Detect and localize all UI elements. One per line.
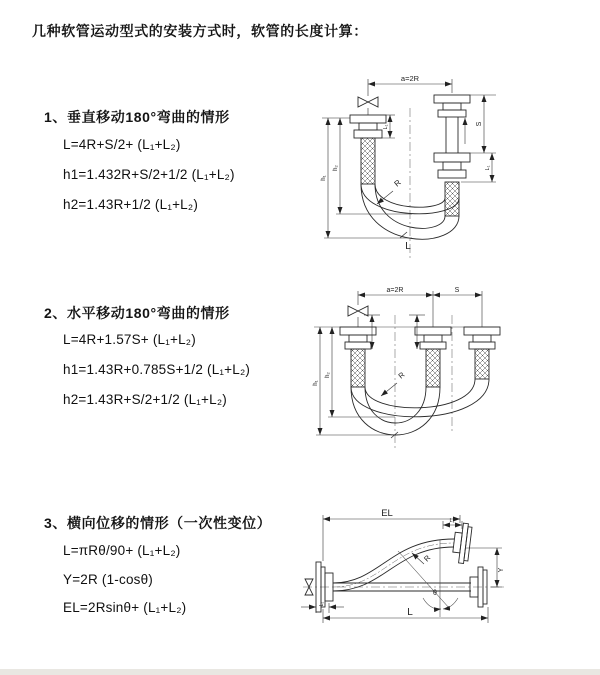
hose-curves <box>351 379 489 435</box>
dim-label-l: L <box>407 607 413 618</box>
dim-label-y: Y <box>498 567 505 573</box>
dim-label-h2: h₂ <box>325 372 331 378</box>
dim-label-h1: h₁ <box>313 380 319 386</box>
section-1-formula-h1: h1=1.432R+S/2+1/2 (L₁+L₂) <box>63 167 235 182</box>
section-1-heading: 1、垂直移动180°弯曲的情形 <box>44 109 230 125</box>
right-flange-lower <box>434 153 470 216</box>
angle-theta-label: θ <box>433 590 437 597</box>
dim-label-l1-left: L₁ <box>319 601 325 607</box>
section-3-formula-Y: Y=2R (1-cosθ) <box>63 572 154 587</box>
page-title: 几种软管运动型式的安装方式时，软管的长度计算： <box>32 23 368 39</box>
section-2-heading: 2、水平移动180°弯曲的情形 <box>44 305 230 321</box>
left-flange <box>322 115 386 184</box>
valve-icon <box>348 291 368 327</box>
hose-assembly-3 <box>305 522 487 612</box>
diagram-3-lateral-displacement <box>295 503 600 653</box>
dim-label-a2r: a=2R <box>386 287 404 294</box>
section-2-formula-h2: h2=1.43R+S/2+1/2 (L₁+L₂) <box>63 392 227 407</box>
hose-assembly-1 <box>322 79 470 239</box>
hose-assembly-2 <box>340 291 500 435</box>
dim-label-h2: h₂ <box>333 165 339 171</box>
construction-lines <box>398 540 458 617</box>
radius-label: R <box>392 177 403 189</box>
radius-label: R <box>396 370 407 381</box>
dim-label-l1-top: L₁ <box>449 518 455 524</box>
section-3-formula-EL: EL=2Rsinθ+ (L₁+L₂) <box>63 600 187 615</box>
diagram-2-horizontal-movement <box>300 283 600 463</box>
dim-label-h1: h₁ <box>321 175 327 181</box>
page-edge <box>0 669 600 675</box>
dim-label-el: EL <box>381 508 393 519</box>
dim-label-l1-right: L₁ <box>485 165 491 171</box>
radius-label: R <box>422 553 433 564</box>
diagram-1-vertical-movement <box>300 66 590 266</box>
section-1-formula-h2: h2=1.43R+1/2 (L₁+L₂) <box>63 197 199 212</box>
dim-label-a2r: a=2R <box>400 74 420 83</box>
length-label: L <box>405 241 411 252</box>
dim-label-s: S <box>476 121 483 127</box>
section-3-formula-L: L=πRθ/90+ (L₁+L₂) <box>63 543 181 558</box>
section-3-heading: 3、横向位移的情形（一次性变位） <box>44 515 272 531</box>
section-1-formula-L: L=4R+S/2+ (L₁+L₂) <box>63 137 181 152</box>
flange-original-position <box>415 327 451 387</box>
flange-moved-position <box>464 327 500 379</box>
flange-fixed <box>340 327 376 387</box>
section-2-formula-L: L=4R+1.57S+ (L₁+L₂) <box>63 332 196 347</box>
valve-icon <box>358 79 378 115</box>
section-2-formula-h1: h1=1.43R+0.785S+1/2 (L₁+L₂) <box>63 362 251 377</box>
dim-label-l1-left: L₁ <box>383 124 389 130</box>
right-flange-upper <box>434 95 470 117</box>
dim-label-s: S <box>454 287 460 294</box>
